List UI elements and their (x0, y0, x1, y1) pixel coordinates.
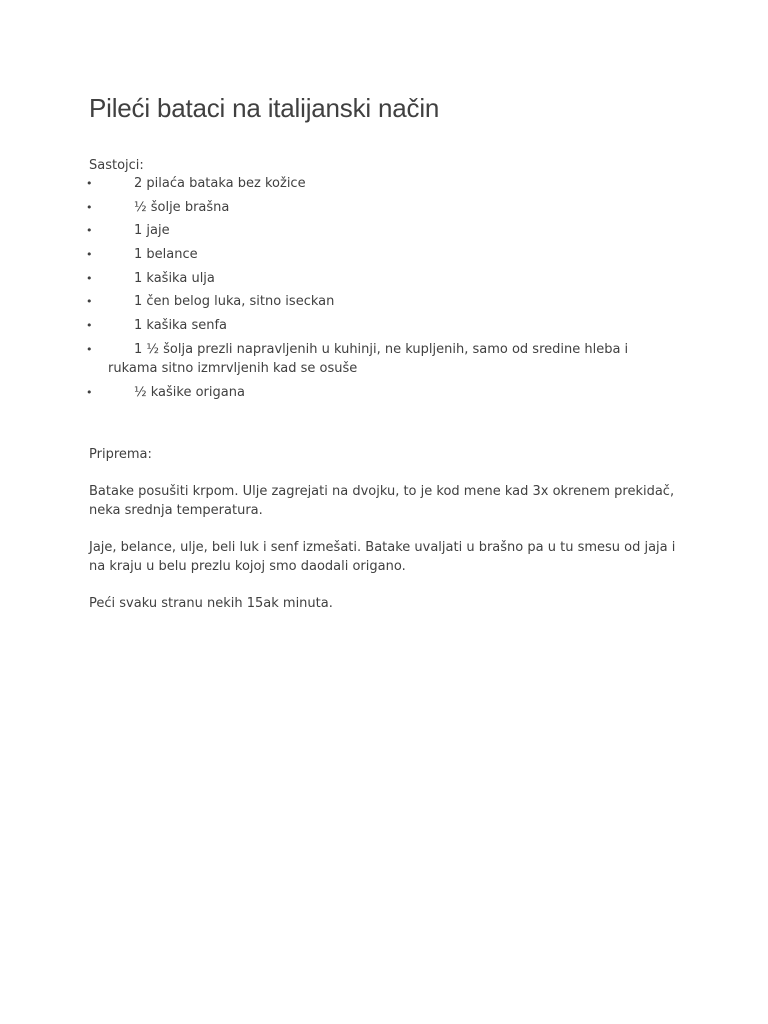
ingredient-item (0, 245, 768, 264)
ingredient-item (0, 316, 768, 335)
preparation-label: Priprema: (89, 447, 152, 462)
ingredient-text: 1 ½ šolja prezli napravljenih u kuhinji, ne kupljenih, samo od sredine hleba i rukama sitno izmrvljenih kad se osuše (108, 341, 629, 376)
ingredient-item (0, 383, 768, 402)
bullet-icon: • (86, 342, 93, 356)
ingredient-text: ½ šolje brašna (134, 199, 230, 215)
bullet-icon: • (86, 177, 93, 190)
ingredient-text: 1 jaje (134, 223, 170, 239)
ingredient-text: 1 kašika senfa (134, 318, 228, 334)
ingredient-item (0, 269, 768, 288)
ingredient-item (0, 340, 768, 378)
preparation-paragraph: Peći svaku stranu nekih 15ak minuta. (89, 596, 333, 611)
ingredient-item (0, 221, 768, 240)
ingredient-text: 2 pilaća bataka bez kožice (134, 176, 306, 191)
bullet-icon: • (86, 295, 93, 309)
ingredient-item (0, 174, 768, 193)
bullet-icon: • (86, 271, 93, 285)
ingredient-text: ½ kašike origana (134, 384, 245, 400)
ingredient-text: 1 čen belog luka, sitno iseckan (134, 294, 335, 310)
bullet-icon: • (86, 385, 93, 399)
bullet-icon: • (86, 319, 93, 333)
ingredients-list (0, 174, 768, 406)
ingredient-item (0, 198, 768, 217)
ingredients-label: Sastojci: (89, 158, 144, 173)
bullet-icon: • (86, 224, 93, 238)
recipe-title: Pileći bataci na italijanski način (89, 93, 440, 123)
ingredient-text: 1 kašika ulja (134, 270, 215, 286)
bullet-icon: • (86, 200, 93, 214)
ingredient-item (0, 292, 768, 311)
bullet-icon: • (86, 248, 93, 262)
preparation-paragraph: Jaje, belance, ulje, beli luk i senf izmešati. Batake uvaljati u brašno pa u tu smesu od jaja i na kraju u belu prezlu kojoj smo daodali origano. (89, 540, 676, 574)
ingredient-text: 1 belance (134, 247, 198, 263)
preparation-paragraph: Batake posušiti krpom. Ulje zagrejati na dvojku, to je kod mene kad 3x okrenem prekidač, neka srednja temperatura. (89, 484, 675, 518)
